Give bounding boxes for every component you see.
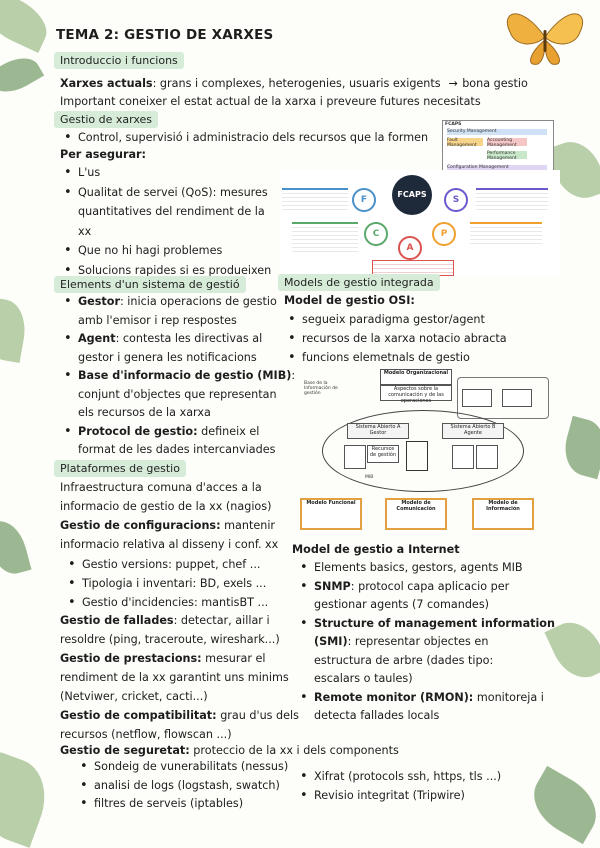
fcaps-a: A [398, 236, 422, 260]
compat-line-1: Gestio de compatibilitat: grau d'us dels [60, 709, 299, 722]
seg-line-1: Gestio de seguretat: proteccio de la xx i dels components [60, 744, 399, 757]
osi-top-box: Modelo Organizacional [380, 369, 452, 385]
list-item: • SNMP: protocol capa aplicacio per gestionar agents (7 comandes) [296, 578, 555, 615]
osi-list [284, 310, 507, 367]
list-item: • Protocol de gestio: defineix el format de les dades intercanviades [60, 423, 295, 460]
butterfly-icon [500, 2, 590, 72]
list-item: • funcions elemetnals de gestio [284, 348, 507, 367]
config-list [64, 555, 268, 612]
list-item: • Control, supervisió i administracio dels recursos que la formen [60, 129, 428, 147]
fallades-line-1: Gestio de fallades: detectar, aillar i [60, 614, 270, 627]
list-item: • Xifrat (protocols ssh, https, tls ...) [296, 767, 501, 786]
list-item: • Gestio d'incidencies: mantisBT ... [64, 593, 268, 612]
list-item: • Remote monitor (RMON): monitoreja i detecta fallades locals [296, 689, 555, 726]
leaf-decoration [0, 0, 55, 53]
leaf-decoration [0, 50, 44, 101]
section-gestio: Gestio de xarxes [54, 111, 158, 128]
list-item: • Gestio versions: puppet, chef ... [64, 555, 268, 574]
list-item: • Base d'informacio de gestio (MIB): conjunt d'objectes que representan els recursos de la xarxa [60, 367, 295, 423]
osi-informacion: Modelo de Información [472, 498, 534, 530]
list-item: • analisi de logs (logstash, swatch) [76, 777, 288, 796]
section-elements: Elements d'un sistema de gestió [54, 276, 246, 293]
compat-line-2: recursos (netflow, flowscan ...) [60, 728, 232, 741]
osi-sistema-a: Sistema Abierto A Gestor [347, 423, 409, 439]
list-item: • recursos de la xarxa notacio abracta [284, 329, 507, 348]
osi-comunicacion: Modelo de Comunicación [385, 498, 447, 530]
internet-list [296, 559, 555, 726]
list-item: • Structure of management information (SMI): representar objectes en estructura de arbre (dades tipo: escalars o taules) [296, 615, 555, 689]
fcaps-c: C [364, 222, 388, 246]
list-item: • Qualitat de servei (QoS): mesures quantitatives del rendiment de la xx [60, 183, 271, 242]
list-item: • L'us [60, 163, 271, 183]
osi-mib-text: Base de la Información de gestión [304, 381, 338, 396]
prest-line-2: rendiment de la xx garantint uns minims [60, 671, 289, 684]
internet-label: Model de gestio a Internet [292, 543, 460, 556]
fcaps-f: F [352, 188, 376, 212]
fcaps-p: P [432, 222, 456, 246]
section-intro: Introduccio i funcions [54, 52, 184, 69]
osi-funcional: Modelo Funcional [300, 498, 362, 530]
osi-label: Model de gestio OSI: [284, 294, 415, 307]
osi-diagram [282, 365, 557, 537]
gestio-list [60, 129, 428, 147]
seg-list-right [296, 767, 501, 805]
list-item: • Sondeig de vunerabilitats (nessus) [76, 758, 288, 777]
list-item: • Tipologia i inventari: BD, exels ... [64, 574, 268, 593]
plataformes-line-2: informacio de gestio de la xx (nagios) [60, 500, 272, 513]
plataformes-line-1: Infraestructura comuna d'acces a la [60, 481, 262, 494]
assegurar-list [60, 163, 271, 280]
osi-mib-label: MIB [365, 475, 374, 480]
fcaps-s: S [444, 188, 468, 212]
list-item: • Elements basics, gestors, agents MIB [296, 559, 555, 578]
list-item: • Que no hi hagi problemes [60, 241, 271, 261]
prest-line-1: Gestio de prestacions: mesurar el [60, 652, 266, 665]
fallades-line-2: resoldre (ping, traceroute, wireshark...) [60, 633, 280, 646]
leaf-decoration [0, 297, 30, 363]
elements-list [60, 293, 295, 460]
section-models: Models de gestio integrada [278, 274, 440, 291]
intro-line-1: Xarxes actuals: grans i complexes, heterogenies, usuaris exigents → bona gestio [60, 77, 528, 90]
leaf-decoration [0, 516, 32, 578]
list-item: • Revisio integritat (Tripwire) [296, 786, 501, 805]
config-line-1: Gestio de configuracions: mantenir [60, 519, 276, 532]
fcaps-center: FCAPS [392, 175, 432, 215]
intro-line-2: Important coneixer el estat actual de la xarxa i preveure futures necesitats [60, 95, 481, 108]
list-item: • filtres de serveis (iptables) [76, 795, 288, 814]
leaf-decoration [559, 416, 600, 479]
seg-list-left [76, 758, 288, 814]
list-item: • Gestor: inicia operacions de gestio amb l'emisor i rep respostes [60, 293, 295, 330]
osi-sistema-b: Sistema Abierto B Agente [442, 423, 504, 439]
assegurar-label: Per asegurar: [60, 148, 147, 161]
osi-recursos: Recursos de gestión [367, 445, 399, 463]
osi-info-box: Aspectos sobre la comunicación y de las operaciones [380, 385, 452, 401]
list-item: • segueix paradigma gestor/agent [284, 310, 507, 329]
fcaps-small-diagram: FCAPS Security Management Fault Management Accounting Management Performance Management Configuration Management [442, 120, 554, 178]
leaf-decoration [0, 752, 57, 848]
page-title: TEMA 2: GESTIO DE XARXES [56, 27, 274, 43]
list-item: • Solucions rapides si es produeixen [60, 261, 271, 281]
section-plataformes: Plataformes de gestio [54, 460, 186, 477]
list-item: • Agent: contesta les directivas al gestor i genera les notificacions [60, 330, 295, 367]
leaf-decoration [522, 766, 600, 844]
prest-line-3: (Netviwer, cricket, cacti...) [60, 690, 208, 703]
config-line-2: informacio relativa al disseny i conf. xx [60, 538, 279, 551]
fcaps-diagram [280, 170, 560, 275]
